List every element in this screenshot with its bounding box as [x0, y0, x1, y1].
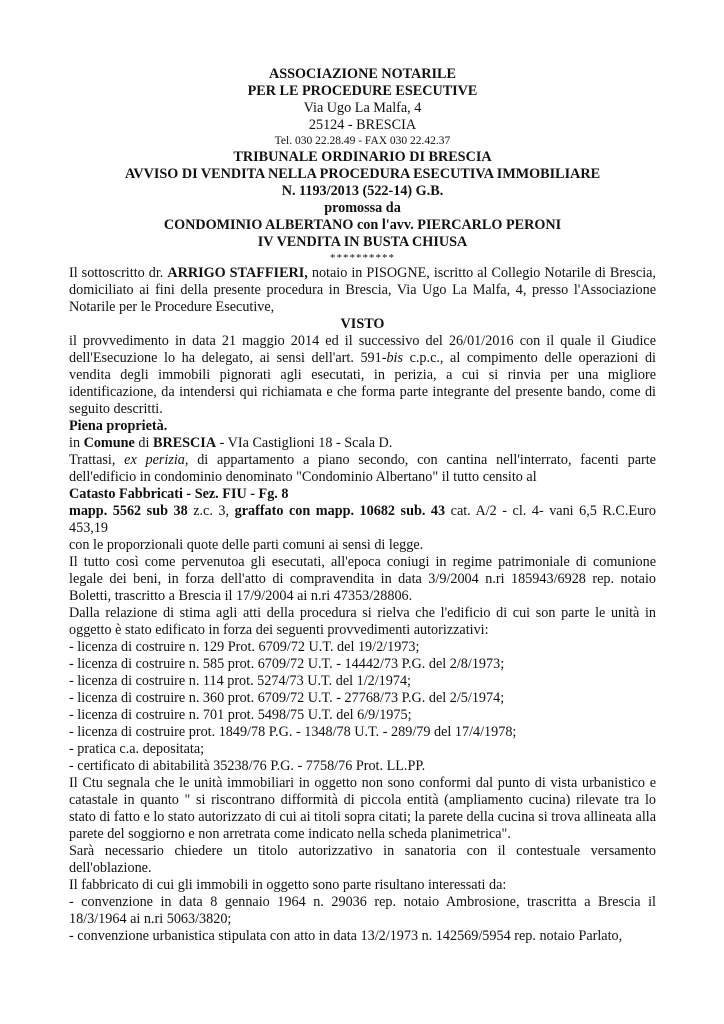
property-location: in Comune di BRESCIA - VIa Castiglioni 18 - Scala D. [69, 435, 393, 451]
sanatoria-paragraph: Sarà necessario chiedere un titolo autorizzativo in sanatoria con il contestuale versamento dell'oblazione. [69, 843, 656, 876]
list-item: - licenza di costruire n. 360 prot. 6709/72 U.T. - 27768/73 P.G. del 2/5/1974; [69, 690, 505, 706]
report-intro: Dalla relazione di stima agli atti della procedura si rielva che l'edificio di cui son parte le unità in oggetto è stato edificato in forza dei seguenti provvedimenti autorizzativi: [69, 605, 656, 638]
ownership-heading: Piena proprietà. [69, 418, 168, 434]
building-conventions-intro: Il fabbricato di cui gli immobili in oggetto sono parte risultano interessati da: [69, 877, 507, 893]
promoted-by: promossa da [324, 200, 401, 216]
visto-heading: VISTO [340, 316, 385, 332]
ctu-paragraph: Il Ctu segnala che le unità immobiliari in oggetto non sono conformi dal punto di vista urbanistico e catastale in quanto " si riscontrano difformità di piccola entità (ampliamento cucina) rilevate tra lo stato di fatto e lo stato autorizzato di cui ai titoli sopra citati; la parete della cucina si trova allineata alla parete del soggiorno e non arretrata come indicato nella scheda planimetrica". [69, 775, 656, 842]
list-item: - licenza di costruire n. 701 prot. 5498/75 U.T. del 6/9/1975; [69, 707, 412, 723]
list-item: - licenza di costruire n. 585 prot. 6709/72 U.T. - 14442/73 P.G. del 2/8/1973; [69, 656, 505, 672]
list-item: - certificato di abitabilità 35238/76 P.G. - 7758/76 Prot. LL.PP. [69, 758, 426, 774]
notice-title: AVVISO DI VENDITA NELLA PROCEDURA ESECUTIVA IMMOBILIARE [124, 166, 601, 182]
acquisition-paragraph: Il tutto così come pervenutoa gli esecutati, all'epoca coniugi in regime patrimoniale di comunione legale dei beni, in forza dell'atto di compravendita in data 3/9/2004 n.ri 185943/6928 rep. notaio Boletti, trascritto a Brescia il 17/9/2004 ai n.ri 47353/28806. [69, 554, 656, 604]
notary-name: ARRIGO STAFFIERI, [167, 265, 308, 281]
list-item: - convenzione urbanistica stipulata con atto in data 13/2/1973 n. 142569/5954 rep. notaio Parlato, [69, 928, 623, 944]
association-name-line2: PER LE PROCEDURE ESECUTIVE [247, 83, 478, 99]
association-address: Via Ugo La Malfa, 4 [303, 100, 422, 116]
list-item: - pratica c.a. depositata; [69, 741, 205, 757]
sale-type: IV VENDITA IN BUSTA CHIUSA [257, 234, 468, 250]
association-phone: Tel. 030 22.28.49 - FAX 030 22.42.37 [274, 135, 451, 147]
document-page [69, 66, 656, 945]
promoter: CONDOMINIO ALBERTANO con l'avv. PIERCARLO PERONI [163, 217, 562, 233]
association-name-line1: ASSOCIAZIONE NOTARILE [269, 66, 456, 82]
association-city: 25124 - BRESCIA [308, 117, 417, 133]
list-item: - convenzione in data 8 gennaio 1964 n. 29036 rep. notaio Ambrosione, trascritta a Brescia il 18/3/1964 ai n.ri 5063/3820; [69, 894, 656, 927]
property-description: Trattasi, ex perizia, di appartamento a piano secondo, con cantina nell'interrato, facenti parte dell'edificio in condominio denominato "Condominio Albertano" il tutto censito al [69, 452, 656, 485]
visto-paragraph: il provvedimento in data 21 maggio 2014 ed il successivo del 26/01/2016 con il quale il Giudice dell'Esecuzione lo ha delegato, ai sensi dell'art. 591-bis c.p.c., al compimento delle operazioni di vendita degli immobili pignorati agli esecutati, in perizia, a cui si rinvia per una migliore identificazione, da intendersi qui richiamata e che forma parte integrante del presente bando, come di seguito descritti. [69, 333, 656, 417]
catasto-heading: Catasto Fabbricati - Sez. FIU - Fg. 8 [69, 486, 289, 502]
cadastral-data: mapp. 5562 sub 38 z.c. 3, graffato con mapp. 10682 sub. 43 cat. A/2 - cl. 4- vani 6,5 R.C.Euro 453,19 [69, 503, 657, 536]
list-item: - licenza di costruire n. 129 Prot. 6709/72 U.T. del 19/2/1973; [69, 639, 420, 655]
common-shares: con le proporzionali quote delle parti comuni ai sensi di legge. [69, 537, 424, 553]
tribunal-title: TRIBUNALE ORDINARIO DI BRESCIA [233, 149, 492, 165]
list-item: - licenza di costruire n. 114 prot. 5274/73 U.T. del 1/2/1974; [69, 673, 412, 689]
separator-stars: ********** [330, 252, 395, 264]
permits-list [69, 639, 656, 775]
intro-paragraph: Il sottoscritto dr. ARRIGO STAFFIERI, notaio in PISOGNE, iscritto al Collegio Notarile di Brescia, domiciliato ai fini della presente procedura in Brescia, Via Ugo La Malfa, 4, presso l'Associazione Notarile per le Procedure Esecutive, [69, 265, 656, 315]
list-item: - licenza di costruire prot. 1849/78 P.G. - 1348/78 U.T. - 289/79 del 17/4/1978; [69, 724, 517, 740]
conventions-list [69, 894, 656, 945]
case-number: N. 1193/2013 (522-14) G.B. [281, 183, 444, 199]
